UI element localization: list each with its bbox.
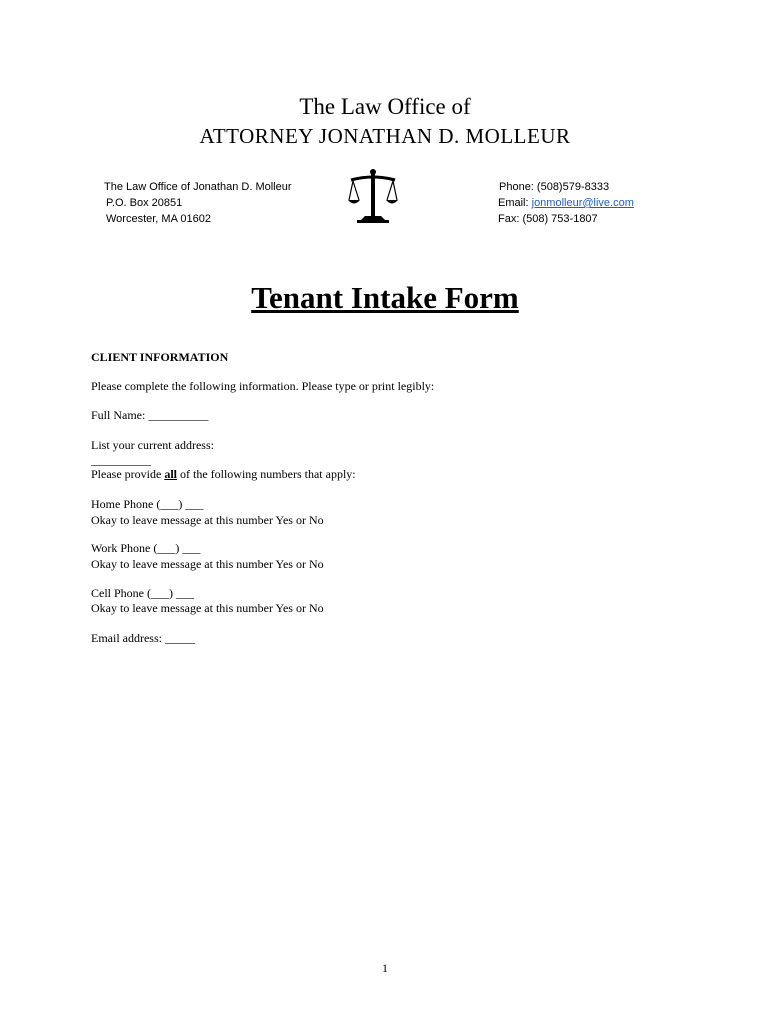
- header-line-1: The Law Office of: [299, 94, 471, 119]
- office-name: The Law Office of Jonathan D. Molleur: [104, 181, 292, 193]
- home-phone-field[interactable]: Home Phone (___) ___: [91, 497, 204, 511]
- city-state-zip: Worcester, MA 01602: [106, 213, 211, 225]
- full-name-field[interactable]: Full Name: __________: [91, 408, 209, 422]
- address-field[interactable]: __________: [91, 453, 151, 467]
- scales-of-justice-icon: [347, 168, 399, 226]
- work-message-option[interactable]: Okay to leave message at this number Yes or No: [91, 557, 324, 571]
- cell-phone-field[interactable]: Cell Phone (___) ___: [91, 586, 194, 600]
- page-number: 1: [382, 961, 388, 975]
- home-message-option[interactable]: Okay to leave message at this number Yes or No: [91, 513, 324, 527]
- email-line: [498, 197, 634, 209]
- email-link[interactable]: jonmolleur@live.com: [531, 197, 634, 209]
- phone-number: Phone: (508)579-8333: [499, 181, 610, 193]
- instructions: Please complete the following information. Please type or print legibly:: [91, 379, 435, 393]
- work-phone-field[interactable]: Work Phone (___) ___: [91, 541, 201, 555]
- numbers-all: all: [164, 467, 177, 481]
- email-label: Email:: [498, 197, 532, 209]
- po-box: P.O. Box 20851: [106, 197, 183, 209]
- numbers-pre: Please provide: [91, 467, 165, 481]
- email-address-field[interactable]: Email address: _____: [91, 631, 195, 645]
- numbers-instruction: [91, 467, 356, 482]
- cell-message-option[interactable]: Okay to leave message at this number Yes or No: [91, 601, 324, 615]
- header-attorney-name: ATTORNEY JONATHAN D. MOLLEUR: [199, 124, 571, 148]
- form-title: Tenant Intake Form: [251, 280, 519, 315]
- address-label: List your current address:: [91, 438, 214, 452]
- numbers-post: of the following numbers that apply:: [176, 467, 356, 481]
- section-heading: CLIENT INFORMATION: [91, 350, 229, 364]
- fax-number: Fax: (508) 753-1807: [498, 213, 598, 225]
